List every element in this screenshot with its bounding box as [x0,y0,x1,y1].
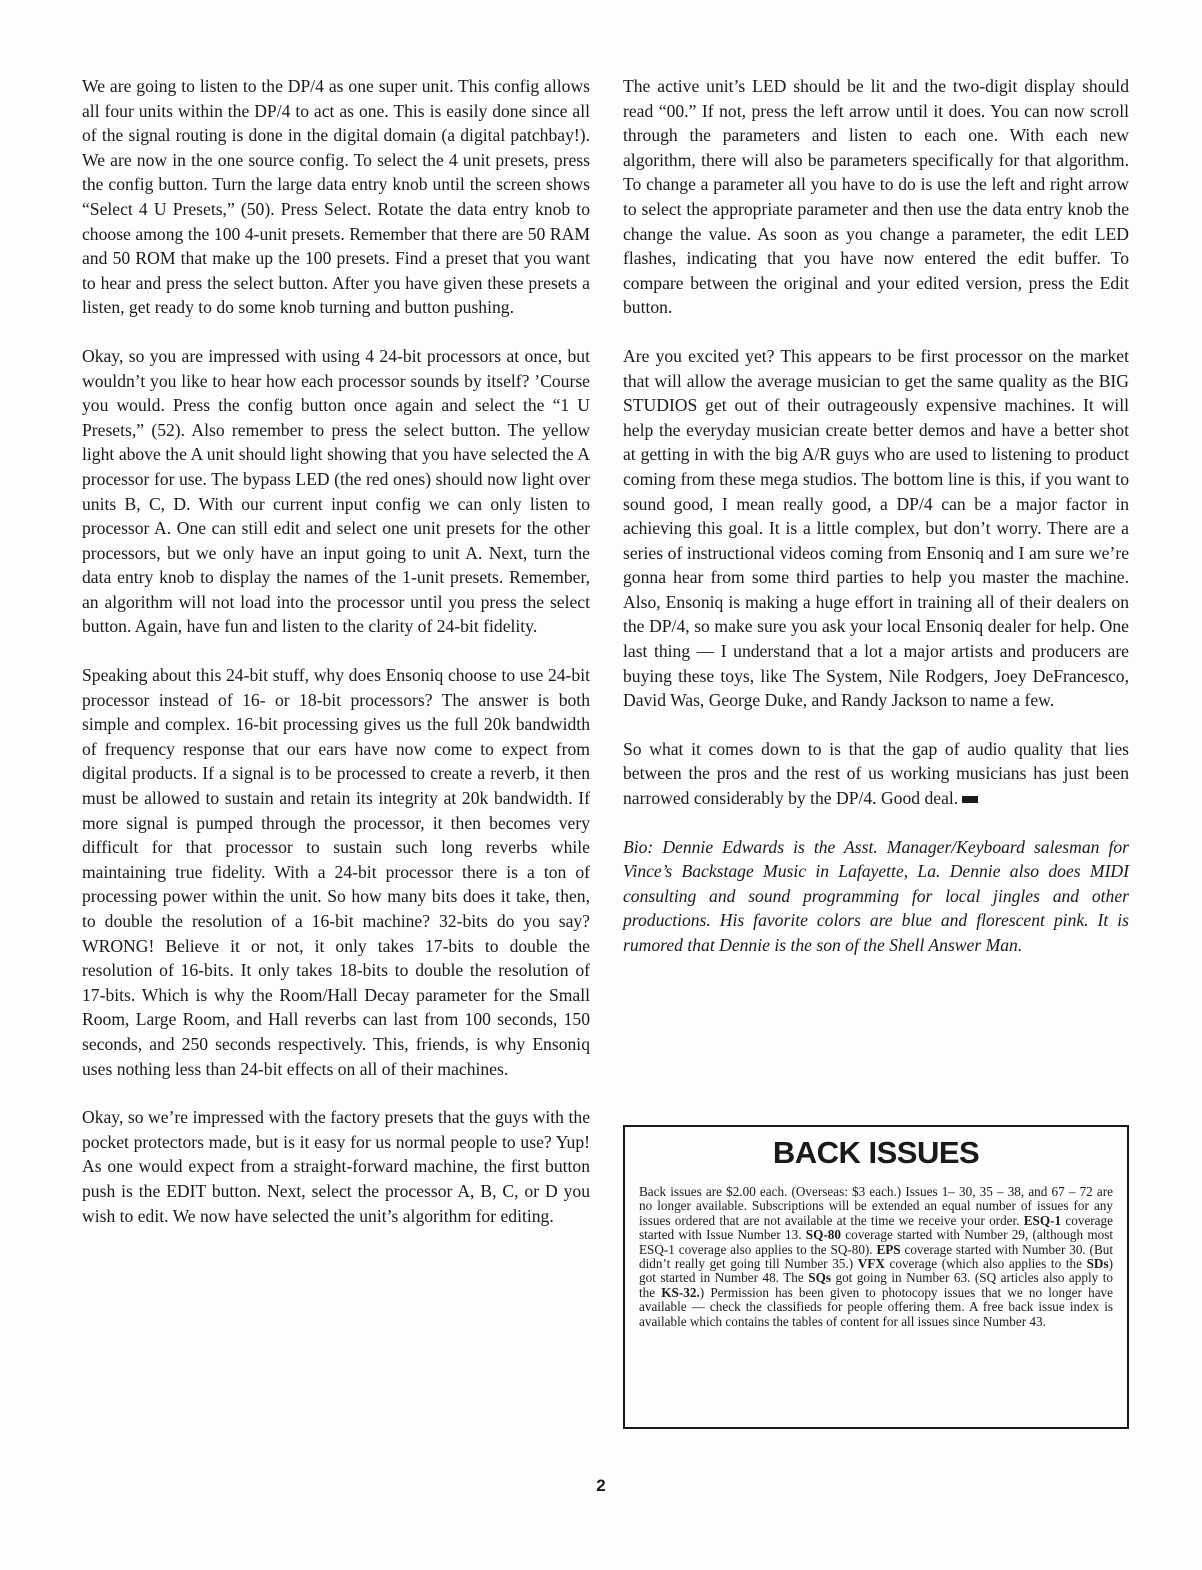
end-of-article-icon [962,796,978,803]
back-issues-text-segment: coverage (which also applies to the [884,1256,1087,1272]
left-column [82,74,590,1252]
article-paragraph: Okay, so we’re impressed with the factory presets that the guys with the pocket protectors made, but is it easy for us normal people to use? Yup! As one would expect from a straight-forward machine, the first button push is the EDIT button. Next, select the processor A, B, C, or D you wish to edit. We now have selected the unit’s algorithm for editing. [82,1107,590,1226]
product-name: EPS [876,1241,901,1257]
article-paragraph: Are you excited yet? This appears to be first processor on the market that will allow the average musician to get the same quality as the BIG STUDIOS get out of their outrageously expensive machines. It will help the everyday musician create better demos and have a better shot at getting in with the big A/R guys who are used to listening to product coming from these mega studios. The bottom line is this, if you want to sound good, I mean really good, a DP/4 can be a major factor in achieving this goal. It is a little complex, but don’t worry. There are a series of instructional videos coming from Ensoniq and I am sure we’re gonna hear from some third parties to help you master the machine. Also, Ensoniq is making a huge effort in training all of their dealers on the DP/4, so make sure you ask your local Ensoniq dealer for help. One last thing — I understand that a lot a major artists and producers are buying these toys, like The System, Nile Rodgers, Joey DeFrancesco, David Was, George Duke, and Randy Jackson to name a few. [623,345,1129,711]
page-number: 2 [596,1476,606,1495]
product-name: KS-32. [661,1284,700,1300]
author-bio: Bio: Dennie Edwards is the Asst. Manager/Keyboard salesman for Vince’s Backstage Music in Lafayette, La. Dennie also does MIDI consulting and sound programming for local jingles and other productions. His favorite colors are blue and florescent pink. It is rumored that Dennie is the son of the Shell Answer Man. [623,836,1129,955]
article-paragraph: The active unit’s LED should be lit and the two-digit display should read “00.” If not, press the left arrow until it does. You can now scroll through the parameters and listen to each one. With each new algorithm, there will also be parameters specifically for that algorithm. To change a parameter all you have to do is use the left and right arrow to select the appropriate parameter and then use the data entry knob the change the value. As soon as you change a parameter, the edit LED flashes, indicating that you have now entered the edit buffer. To compare between the original and your edited version, press the Edit button. [623,76,1129,318]
back-issues-text-segment: coverage started with Number 29, (although most ESQ-1 coverage also applies to the SQ-80). [639,1227,1113,1257]
product-name: VFX [857,1256,885,1272]
back-issues-text-segment: ) Permission has been given to photocopy issues that we no longer have available — check the classifieds for people offering them. A free back issue index is available which contains the tables of content for all issues since Number 43. [639,1284,1113,1329]
article-paragraph: Okay, so you are impressed with using 4 24-bit processors at once, but wouldn’t you like to hear how each processor sounds by itself? ’Course you would. Press the config button once again and select the “1 U Presets,” (52). Also remember to press the select button. The yellow light above the A unit should light showing that you have selected the A processor for use. The bypass LED (the red ones) should now light over units B, C, D. With our current input config we can only listen to processor A. One can still edit and select one unit presets for the other processors, but we only have an input going to unit A. Next, turn the data entry knob to display the names of the 1-unit presets. Remember, an algorithm will not load into the processor until you press the select button. Again, have fun and listen to the clarity of 24-bit fidelity. [82,345,590,637]
back-issues-text-segment: ) got started in Number 48. The [639,1256,1113,1286]
closing-text: So what it comes down to is that the gap of audio quality that lies between the pros and the rest of us working musicians has just been narrowed considerably by the DP/4. Good deal. [623,738,1129,809]
back-issues-text-segment: coverage started with Number 30. (But didn’t really get going till Number 35.) [639,1241,1113,1272]
product-name: ESQ-1 [1023,1212,1062,1228]
back-issues-text-segment: coverage started with Issue Number 13. [639,1212,1113,1243]
back-issues-text-segment: Back issues are $2.00 each. (Overseas: $3 each.) Issues 1– 30, 35 – 38, and 67 – 72 are no longer available. Subscriptions will be extended an equal number of issues for any issues ordered that are not available at the time we receive your order. [639,1184,1113,1228]
product-name: SQ-80 [805,1227,841,1243]
product-name: SQs [808,1270,831,1286]
back-issues-box [623,1125,1129,1429]
product-name: SDs [1086,1256,1109,1272]
article-paragraph: We are going to listen to the DP/4 as one super unit. This config allows all four units within the DP/4 to act as one. This is easily done since all of the signal routing is done in the digital domain (a digital patchbay!). We are now in the one source config. To select the 4 unit presets, press the config button. Turn the large data entry knob until the screen shows “Select 4 U Presets,” (50). Press Select. Rotate the data entry knob to choose among the 100 4-unit presets. Remember that there are 50 RAM and 50 ROM that make up the 100 presets. Find a preset that you want to hear and press the select button. After you have given these presets a listen, get ready to do some knob turning and button pushing. [82,76,590,318]
article-paragraph: Speaking about this 24-bit stuff, why does Ensoniq choose to use 24-bit processor instead of 16- or 18-bit processors? The answer is both simple and complex. 16-bit processing gives us the full 20k bandwidth of frequency response that our ears have now come to expect from digital products. If a signal is to be processed to create a reverb, it then must be allowed to sustain and retain its integrity at 20k bandwidth. If more signal is pumped through the processor, it then becomes very difficult for that processor to sustain such long reverbs while maintaining true fidelity. With a 24-bit processor there is a ton of processing power within the unit. So how many bits does it take, then, to double the resolution of a 16-bit machine? 32-bits do you say? WRONG! Believe it or not, it only takes 17-bits to double the resolution of 16-bits. It only takes 18-bits to double the resolution of 17-bits. Which is why the Room/Hall Decay parameter for the Small Room, Large Room, and Hall reverbs can last from 100 seconds, 150 seconds, and 250 seconds respectively. This, friends, is why Ensoniq uses nothing less than 24-bit effects on all of their machines. [82,665,590,1079]
right-column [623,74,1129,982]
back-issues-text [639,1185,1113,1329]
back-issues-title: BACK ISSUES [772,1135,980,1170]
back-issues-text-segment: got going in Number 63. (SQ articles also apply to the [639,1270,1113,1300]
article-closing-paragraph [623,737,1129,811]
